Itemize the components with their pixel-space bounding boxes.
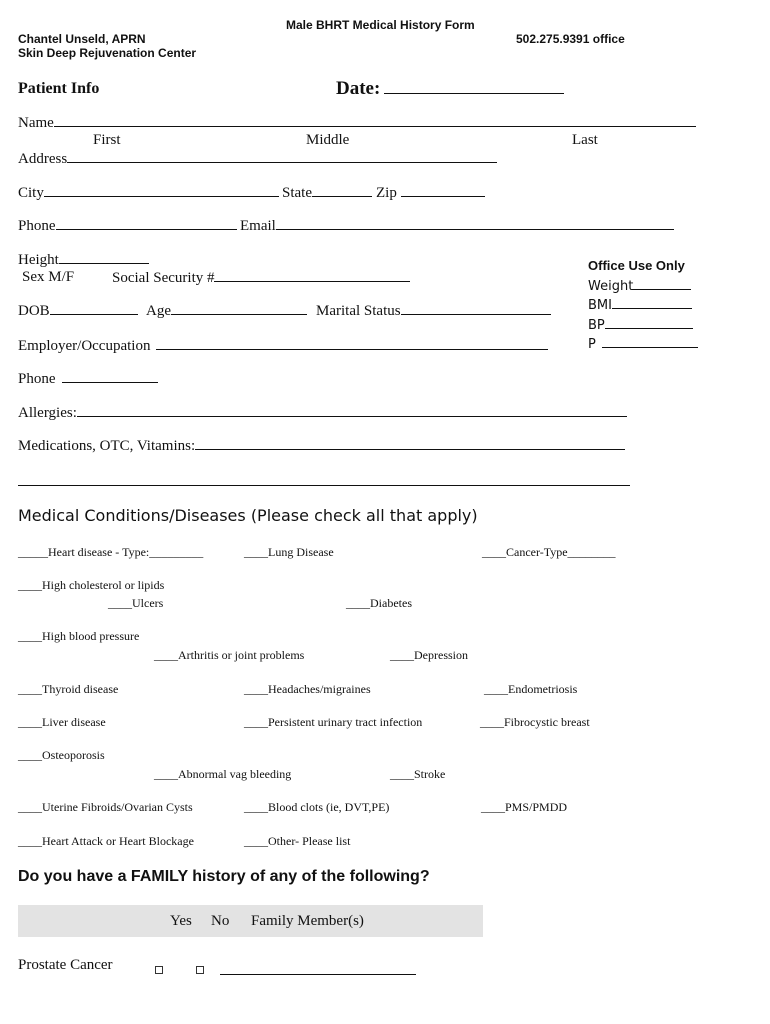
condition-lung-disease[interactable]: ____Lung Disease (244, 545, 334, 559)
medications-field[interactable] (18, 437, 625, 455)
city-label: City (18, 185, 44, 201)
condition-thyroid[interactable]: ____Thyroid disease (18, 682, 119, 696)
date-line (384, 81, 564, 94)
employer-field[interactable] (18, 337, 548, 355)
medications-line (195, 437, 625, 450)
family-history-heading: Do you have a FAMILY history of any of the following? (18, 868, 430, 885)
family-row-label: Prostate Cancer (18, 957, 113, 973)
state-field[interactable] (282, 184, 372, 202)
condition-depression[interactable]: ____Depression (390, 648, 468, 662)
zip-line (401, 184, 485, 197)
col-family-member: Family Member(s) (251, 913, 364, 929)
provider-name: Chantel Unseld, APRN (18, 32, 146, 46)
clinic-name: Skin Deep Rejuvenation Center (18, 46, 197, 60)
conditions-heading: Medical Conditions/Diseases (Please check all that apply) (18, 506, 478, 525)
email-line (276, 217, 674, 230)
height-label: Height (18, 252, 59, 268)
p-line (602, 335, 698, 348)
allergies-field[interactable] (18, 404, 627, 422)
phone2-line (62, 370, 158, 383)
marital-field[interactable] (316, 302, 551, 320)
prostate-yes-checkbox[interactable] (155, 966, 163, 974)
condition-high-cholesterol[interactable]: ____High cholesterol or lipids (18, 578, 165, 592)
first-label: First (93, 132, 121, 148)
zip-field[interactable] (376, 184, 485, 202)
employer-line (156, 337, 548, 350)
condition-arthritis[interactable]: ____Arthritis or joint problems (154, 648, 305, 662)
condition-other[interactable]: ____Other- Please list (244, 834, 351, 848)
name-field[interactable] (18, 114, 696, 132)
address-line (67, 150, 497, 163)
medications-extra-line[interactable] (18, 485, 630, 486)
height-line (59, 251, 149, 264)
bp-line (605, 316, 693, 329)
condition-uti[interactable]: ____Persistent urinary tract infection (244, 715, 423, 729)
phone-label: Phone (18, 218, 56, 234)
name-line (54, 114, 696, 127)
office-use-heading: Office Use Only (588, 258, 685, 273)
medications-label: Medications, OTC, Vitamins: (18, 438, 196, 454)
state-line (312, 184, 372, 197)
condition-stroke[interactable]: ____Stroke (390, 767, 446, 781)
condition-high-bp[interactable]: ____High blood pressure (18, 629, 140, 643)
marital-label: Marital Status (316, 303, 401, 319)
age-label: Age (146, 303, 171, 319)
condition-ulcers[interactable]: ____Ulcers (108, 596, 164, 610)
condition-endometriosis[interactable]: ____Endometriosis (484, 682, 578, 696)
prostate-family-member-line[interactable] (220, 974, 416, 975)
middle-label: Middle (306, 132, 350, 148)
bp-label: BP (588, 318, 605, 333)
bmi-line (612, 296, 692, 309)
age-field[interactable] (146, 302, 307, 320)
dob-line (50, 302, 138, 315)
weight-field[interactable] (588, 277, 691, 294)
phone2-field[interactable] (18, 370, 158, 388)
date-label: Date: (336, 78, 381, 99)
date-field[interactable] (336, 78, 564, 100)
last-label: Last (572, 132, 598, 148)
phone-line (56, 217, 237, 230)
p-field[interactable] (588, 335, 698, 352)
city-line (44, 184, 279, 197)
condition-heart-attack[interactable]: ____Heart Attack or Heart Blockage (18, 834, 194, 848)
age-line (171, 302, 307, 315)
family-history-table-header (18, 905, 483, 937)
col-no: No (211, 913, 230, 929)
condition-uterine[interactable]: ____Uterine Fibroids/Ovarian Cysts (18, 800, 193, 814)
condition-heart-disease[interactable]: _____Heart disease - Type:_________ (18, 545, 204, 559)
bp-field[interactable] (588, 316, 693, 333)
allergies-line (77, 404, 627, 417)
bmi-label: BMI (588, 298, 612, 313)
address-field[interactable] (18, 150, 497, 168)
condition-diabetes[interactable]: ____Diabetes (346, 596, 412, 610)
height-field[interactable] (18, 251, 149, 269)
dob-field[interactable] (18, 302, 138, 320)
p-label: P (588, 337, 596, 352)
condition-fibrocystic[interactable]: ____Fibrocystic breast (480, 715, 590, 729)
email-label: Email (240, 218, 276, 234)
ssn-label: Social Security # (112, 270, 215, 286)
weight-label: Weight (588, 279, 634, 294)
city-field[interactable] (18, 184, 279, 202)
condition-cancer[interactable]: ____Cancer-Type________ (482, 545, 616, 559)
weight-line (633, 277, 691, 290)
condition-osteoporosis[interactable]: ____Osteoporosis (18, 748, 105, 762)
bmi-field[interactable] (588, 296, 692, 313)
ssn-line (214, 269, 410, 282)
email-field[interactable] (240, 217, 674, 235)
allergies-label: Allergies: (18, 405, 77, 421)
condition-liver[interactable]: ____Liver disease (18, 715, 106, 729)
condition-blood-clots[interactable]: ____Blood clots (ie, DVT,PE) (244, 800, 390, 814)
condition-vag-bleeding[interactable]: ____Abnormal vag bleeding (154, 767, 292, 781)
zip-label: Zip (376, 185, 397, 201)
form-title: Male BHRT Medical History Form (286, 18, 475, 32)
condition-pms[interactable]: ____PMS/PMDD (481, 800, 568, 814)
ssn-field[interactable] (112, 269, 410, 287)
address-label: Address (18, 151, 68, 167)
sex-label: Sex M/F (22, 269, 75, 285)
phone2-label: Phone (18, 371, 56, 387)
state-label: State (282, 185, 312, 201)
patient-info-heading: Patient Info (18, 80, 100, 97)
name-label: Name (18, 115, 54, 131)
office-phone: 502.275.9391 office (516, 32, 625, 46)
employer-label: Employer/Occupation (18, 338, 151, 354)
col-yes: Yes (170, 913, 192, 929)
dob-label: DOB (18, 303, 50, 319)
marital-line (401, 302, 551, 315)
prostate-no-checkbox[interactable] (196, 966, 204, 974)
phone-field[interactable] (18, 217, 237, 235)
condition-headaches[interactable]: ____Headaches/migraines (244, 682, 371, 696)
